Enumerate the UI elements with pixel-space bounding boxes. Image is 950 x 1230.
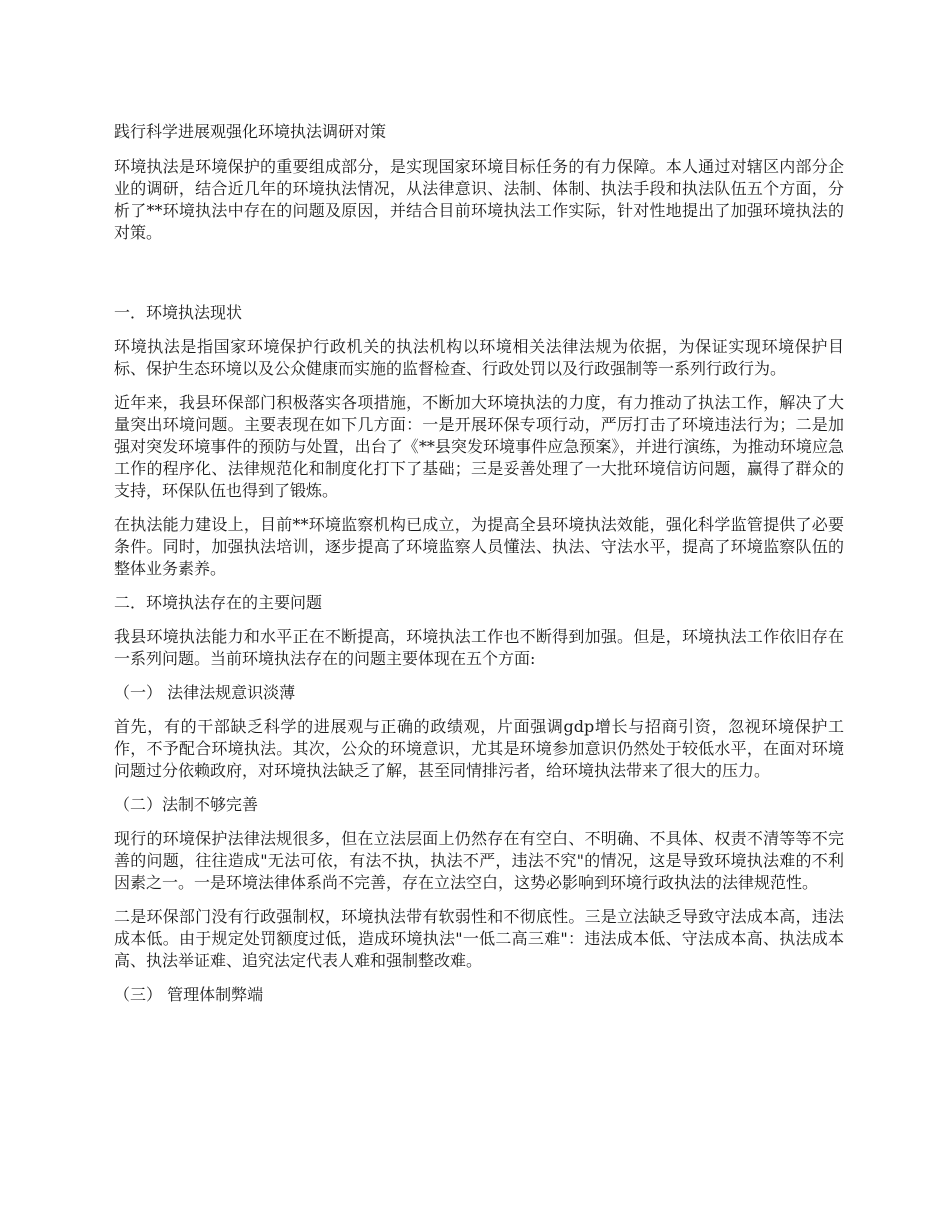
document-title: 践行科学进展观强化环境执法调研对策 <box>114 122 387 141</box>
subsection-2-paragraph-2: 二是环保部门没有行政强制权，环境执法带有软弱性和不彻底性。三是立法缺乏导致守法成本高，违法成本低。由于规定处罚额度过低，造成环境执法"一低二高三难"：违法成本低、守法成本高、执法成本高、执法举证难、追究法定代表人难和强制整改难。 <box>114 907 844 970</box>
intro-paragraph: 环境执法是环境保护的重要组成部分，是实现国家环境目标任务的有力保障。本人通过对辖区内部分企业的调研，结合近几年的环境执法情况，从法律意识、法制、体制、执法手段和执法队伍五个方面，分析了**环境执法中存在的问题及原因，并结合目前环境执法工作实际，针对性地提出了加强环境执法的对策。 <box>114 157 844 242</box>
section-1-paragraph-1: 环境执法是指国家环境保护行政机关的执法机构以环境相关法律法规为依据，为保证实现环境保护目标、保护生态环境以及公众健康而实施的监督检查、行政处罚以及行政强制等一系列行政行为。 <box>114 337 844 378</box>
subsection-1-heading: （一） 法律法规意识淡薄 <box>114 683 296 702</box>
section-1-paragraph-2: 近年来，我县环保部门积极落实各项措施，不断加大环境执法的力度，有力推动了执法工作，解决了大量突出环境问题。主要表现在如下几方面：一是开展环保专项行动，严厉打击了环境违法行为；二是加强对突发环境事件的预防与处置，出台了《**县突发环境事件应急预案》，并进行演练，为推动环境应急工作的程序化、法律规范化和制度化打下了基础；三是妥善处理了一大批环境信访问题，赢得了群众的支持，环保队伍也得到了锻炼。 <box>114 393 844 500</box>
section-2-heading: 二．环境执法存在的主要问题 <box>114 593 323 612</box>
document-page <box>114 120 844 1018</box>
section-1-heading: 一．环境执法现状 <box>114 303 243 322</box>
section-1-paragraph-3: 在执法能力建设上，目前**环境监察机构已成立，为提高全县环境执法效能，强化科学监管提供了必要条件。同时，加强执法培训，逐步提高了环境监察人员懂法、执法、守法水平，提高了环境监察队伍的整体业务素养。 <box>114 515 844 578</box>
subsection-1-paragraph: 首先，有的干部缺乏科学的进展观与正确的政绩观，片面强调gdp增长与招商引资，忽视环境保护工作，不予配合环境执法。其次，公众的环境意识，尤其是环境参加意识仍然处于较低水平，在面对环境问题过分依赖政府，对环境执法缺乏了解，甚至同情排污者，给环境执法带来了很大的压力。 <box>114 717 844 780</box>
section-2-paragraph-1: 我县环境执法能力和水平正在不断提高，环境执法工作也不断得到加强。但是，环境执法工作依旧存在一系列问题。当前环境执法存在的问题主要体现在五个方面: <box>114 627 844 668</box>
section-spacer <box>114 256 844 302</box>
subsection-2-paragraph-1: 现行的环境保护法律法规很多，但在立法层面上仍然存在有空白、不明确、不具体、权责不清等等不完善的问题，往往造成"无法可依，有法不执，执法不严，违法不究"的情况，这是导致环境执法难的不利因素之一。一是环境法律体系尚不完善，存在立法空白，这势必影响到环境行政执法的法律规范性。 <box>114 829 844 892</box>
subsection-2-heading: （二）法制不够完善 <box>114 795 259 814</box>
subsection-3-heading: （三） 管理体制弊端 <box>114 985 264 1004</box>
